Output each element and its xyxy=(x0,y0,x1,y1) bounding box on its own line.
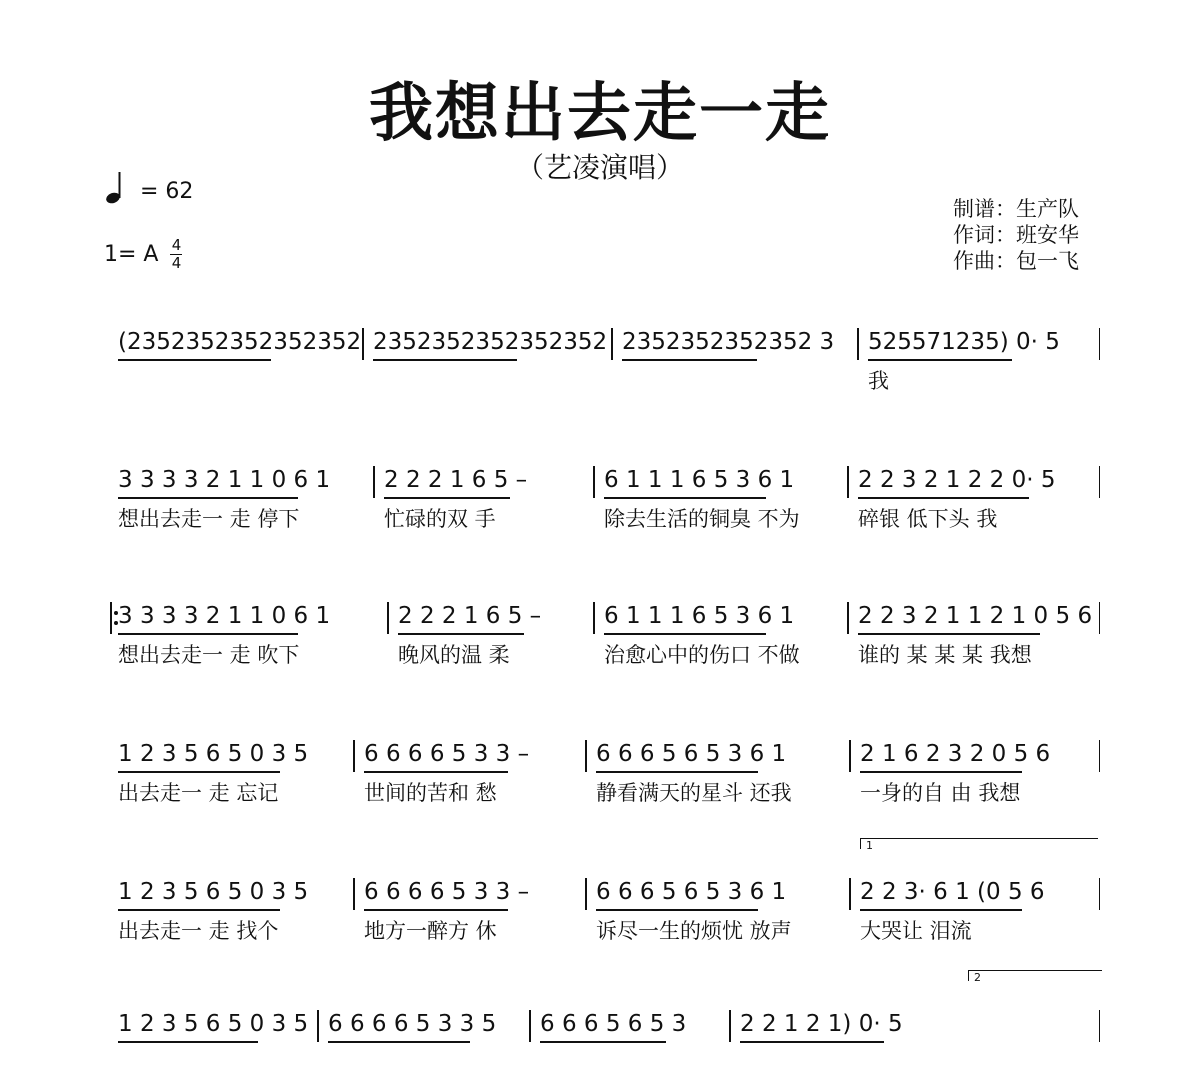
measure-lyrics: 出去走一 走 忘记 xyxy=(118,781,279,805)
measure-notes: 2 1 6 2 3 2 0 5 6 xyxy=(860,741,1051,767)
barline xyxy=(1099,602,1100,634)
barline xyxy=(857,328,859,360)
beam-line xyxy=(596,771,758,773)
key-label: 1= A xyxy=(104,242,159,267)
beam-line xyxy=(328,1041,470,1043)
barline xyxy=(362,328,364,360)
beam-line xyxy=(118,909,280,911)
measure-notes: 1 2 3 5 6 5 0 3 5 xyxy=(118,879,309,905)
barline xyxy=(529,1010,531,1042)
tempo-marking xyxy=(104,170,193,204)
measure-lyrics: 一身的自 由 我想 xyxy=(860,781,1021,805)
measure-notes: 2 2 2 1 6 5 – xyxy=(384,467,528,493)
beam-line xyxy=(118,359,271,361)
key-signature xyxy=(104,238,182,271)
quarter-note-icon xyxy=(104,170,128,204)
time-signature xyxy=(170,238,182,271)
measure-notes: 6 6 6 6 5 3 3 – xyxy=(364,741,530,767)
measure-notes: 6 6 6 5 6 5 3 6 1 xyxy=(596,741,787,767)
beam-line xyxy=(858,633,1040,635)
measure-lyrics: 地方一醉方 休 xyxy=(364,919,497,943)
measure-notes: 6 6 6 5 6 5 3 xyxy=(540,1011,687,1037)
measure-lyrics: 大哭让 泪流 xyxy=(860,919,972,943)
beam-line xyxy=(398,633,524,635)
credit-lyricist: 作词：班安华 xyxy=(953,223,1079,247)
measure-notes: 2 2 3 2 1 2 2 0· 5 xyxy=(858,467,1056,493)
barline xyxy=(611,328,613,360)
barline xyxy=(373,466,375,498)
barline xyxy=(1099,740,1100,772)
beam-line xyxy=(364,909,508,911)
beam-line xyxy=(118,497,298,499)
barline xyxy=(1099,878,1100,910)
lyrics-row xyxy=(110,778,1100,808)
measure-lyrics: 静看满天的星斗 还我 xyxy=(596,781,792,805)
barline xyxy=(593,602,595,634)
lyrics-row xyxy=(110,504,1100,534)
time-numerator: 4 xyxy=(171,236,182,254)
barline xyxy=(593,466,595,498)
beam-line xyxy=(604,497,766,499)
notes-row xyxy=(110,596,1100,636)
notes-row xyxy=(110,460,1100,500)
measure-notes: 3 3 3 3 2 1 1 0 6 1 xyxy=(118,467,331,493)
measure-lyrics: 想出去走一 走 停下 xyxy=(118,507,300,531)
barline xyxy=(847,602,849,634)
beam-line xyxy=(604,633,766,635)
barline xyxy=(585,878,587,910)
measure-notes: 2 2 3· 6 1 (0 5 6 xyxy=(860,879,1045,905)
notes-row xyxy=(110,1004,1100,1044)
measure-lyrics: 诉尽一生的烦忧 放声 xyxy=(596,919,792,943)
lyrics-row xyxy=(110,366,1100,396)
measure-lyrics: 忙碌的双 手 xyxy=(384,507,496,531)
measure-lyrics: 碎银 低下头 我 xyxy=(858,507,998,531)
credit-arranger: 制谱：生产队 xyxy=(953,197,1079,221)
song-subtitle: （艺凌演唱） xyxy=(515,151,684,184)
lyrics-row xyxy=(110,1048,1100,1078)
volta-bracket: 1 xyxy=(860,838,1098,849)
measure-notes: 2352352352352352 xyxy=(373,329,608,355)
beam-line xyxy=(740,1041,884,1043)
measure-notes: (2352352352352352 xyxy=(118,329,362,355)
beam-line xyxy=(860,771,1022,773)
barline xyxy=(387,602,389,634)
beam-line xyxy=(858,497,1029,499)
measure-notes: 2352352352352 3 xyxy=(622,329,835,355)
beam-line xyxy=(596,909,758,911)
measure-lyrics: 出去走一 走 找个 xyxy=(118,919,279,943)
time-denominator: 4 xyxy=(171,254,182,272)
measure-notes: 2 2 2 1 6 5 – xyxy=(398,603,542,629)
measure-notes: 1 2 3 5 6 5 0 3 5 xyxy=(118,741,309,767)
measure-lyrics: 除去生活的铜臭 不为 xyxy=(604,507,800,531)
beam-line xyxy=(868,359,1012,361)
measure-notes: 6 6 6 6 5 3 3 – xyxy=(364,879,530,905)
barline xyxy=(849,878,851,910)
lyrics-row xyxy=(110,916,1100,946)
barline xyxy=(353,740,355,772)
measure-lyrics: 我 xyxy=(868,369,889,393)
barline xyxy=(849,740,851,772)
beam-line xyxy=(118,1041,258,1043)
repeat-start-sign xyxy=(110,602,116,634)
measure-lyrics: 想出去走一 走 吹下 xyxy=(118,643,300,667)
measure-lyrics: 晚风的温 柔 xyxy=(398,643,510,667)
measure-lyrics: 谁的 某 某 某 我想 xyxy=(858,643,1032,667)
barline xyxy=(1099,328,1100,360)
notes-row xyxy=(110,734,1100,774)
beam-line xyxy=(118,633,298,635)
credit-composer: 作曲：包一飞 xyxy=(953,249,1079,273)
measure-notes: 6 1 1 1 6 5 3 6 1 xyxy=(604,467,795,493)
tempo-value: = 62 xyxy=(140,179,194,204)
measure-lyrics: 世间的苦和 愁 xyxy=(364,781,497,805)
notes-row xyxy=(110,322,1100,362)
beam-line xyxy=(373,359,517,361)
song-title: 我想出去走一走 xyxy=(369,77,831,151)
barline xyxy=(353,878,355,910)
credits-block xyxy=(953,196,1079,274)
measure-notes: 1 2 3 5 6 5 0 3 5 xyxy=(118,1011,309,1037)
measure-notes: 2 2 1 2 1) 0· 5 xyxy=(740,1011,903,1037)
volta-bracket: 2 xyxy=(968,970,1102,981)
beam-line xyxy=(860,909,1022,911)
measure-notes: 3 3 3 3 2 1 1 0 6 1 xyxy=(118,603,331,629)
notes-row xyxy=(110,872,1100,912)
measure-notes: 6 6 6 5 6 5 3 6 1 xyxy=(596,879,787,905)
measure-notes: 6 6 6 6 5 3 3 5 xyxy=(328,1011,497,1037)
lyrics-row xyxy=(110,640,1100,670)
beam-line xyxy=(364,771,508,773)
barline xyxy=(317,1010,319,1042)
barline xyxy=(1099,1010,1100,1042)
beam-line xyxy=(540,1041,666,1043)
barline xyxy=(729,1010,731,1042)
barline xyxy=(1099,466,1100,498)
measure-notes: 2 2 3 2 1 1 2 1 0 5 6 xyxy=(858,603,1093,629)
beam-line xyxy=(118,771,280,773)
measure-lyrics: 治愈心中的伤口 不做 xyxy=(604,643,800,667)
beam-line xyxy=(622,359,757,361)
barline xyxy=(585,740,587,772)
measure-notes: 6 1 1 1 6 5 3 6 1 xyxy=(604,603,795,629)
beam-line xyxy=(384,497,510,499)
measure-notes: 525571235) 0· 5 xyxy=(868,329,1060,355)
barline xyxy=(847,466,849,498)
